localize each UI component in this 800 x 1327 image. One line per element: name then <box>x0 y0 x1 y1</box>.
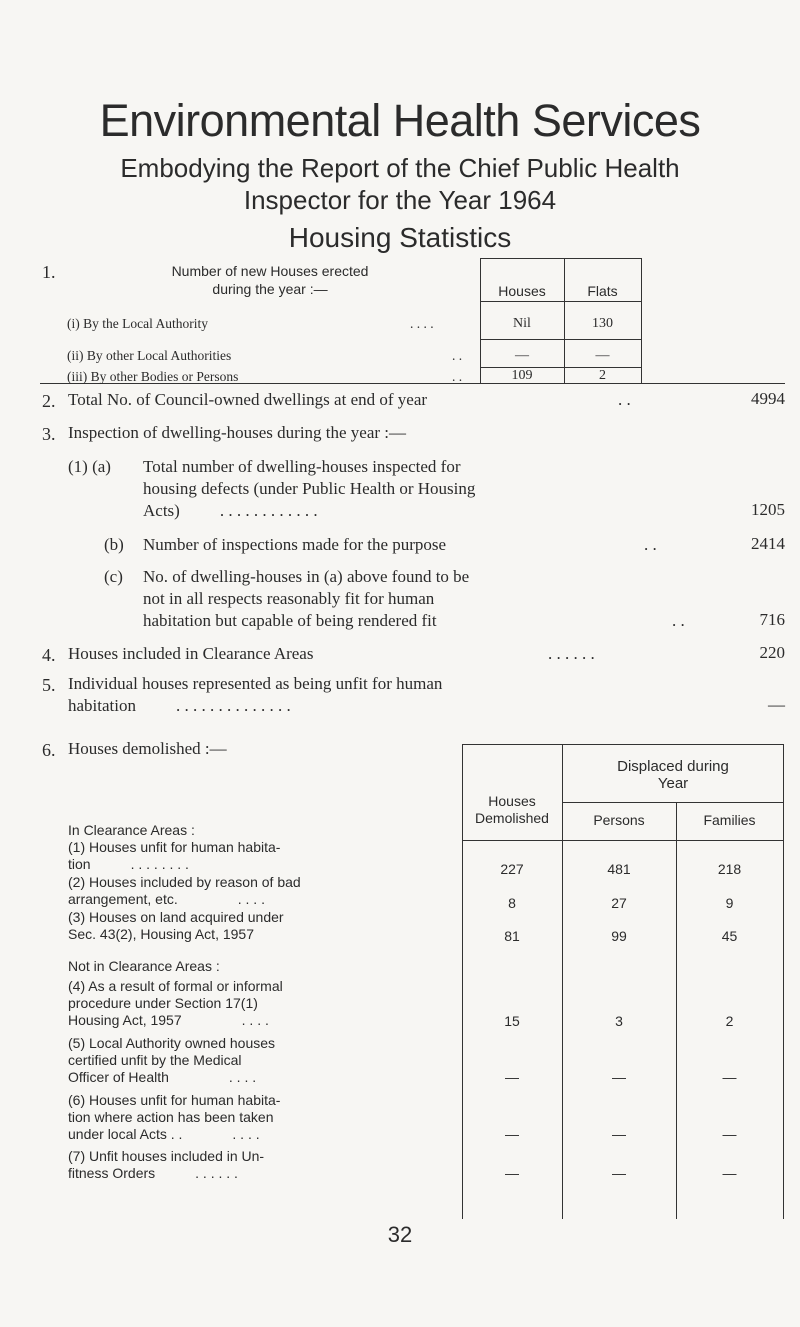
item-3a-line-1: Total number of dwelling-houses inspected for <box>143 457 461 476</box>
item-3c-line-1: No. of dwelling-houses in (a) above found to be <box>143 567 470 586</box>
item-6-row-2-line-2-text: arrangement, etc. <box>68 891 178 907</box>
item-6-row-2-line-2 <box>68 891 301 908</box>
item-6-row-2-persons: 27 <box>611 895 627 911</box>
item-3b-dots: . . <box>644 535 657 554</box>
section-title: Housing Statistics <box>288 222 512 253</box>
item-3b-value: 2414 <box>751 534 785 553</box>
item-6-row-5-line-3 <box>68 1069 275 1086</box>
item-1-row-1-label: (i) By the Local Authority <box>67 316 208 331</box>
item-3c-dots: . . <box>672 611 685 630</box>
item-1-row-1-flats: 130 <box>592 316 613 331</box>
item-5-text <box>68 673 442 717</box>
clearance-areas-heading: In Clearance Areas : <box>68 822 195 838</box>
table-1-row-rule-1 <box>480 339 642 340</box>
item-2-number: 2. <box>42 391 56 411</box>
item-6-row-3-houses: 81 <box>504 928 520 944</box>
item-6-row-7-dots: . . . . . . <box>195 1165 238 1181</box>
col-houses-demolished-header <box>462 793 562 827</box>
item-1-heading-line-2: during the year :— <box>212 281 328 297</box>
item-1-row-3-label: (iii) By other Bodies or Persons <box>67 369 239 384</box>
page-number: 32 <box>387 1222 413 1247</box>
item-3a-value: 1205 <box>751 500 785 519</box>
item-4-dots: . . . . . . <box>548 644 595 663</box>
col-flats-header: Flats <box>587 283 618 299</box>
item-6-row-4-persons: 3 <box>615 1013 623 1029</box>
item-6-row-5-line-2: certified unfit by the Medical <box>68 1052 242 1068</box>
table-6-right-border <box>783 744 784 1219</box>
col-displaced-line-2: Year <box>657 775 689 792</box>
subtitle-line-1: Embodying the Report of the Chief Public Health <box>120 153 680 183</box>
item-1-row-2-flats: — <box>595 348 610 363</box>
col-families-header: Families <box>703 812 756 828</box>
item-3b-label: (b) <box>104 535 124 554</box>
item-6-row-1-line-1: (1) Houses unfit for human habita- <box>68 839 281 855</box>
item-6-row-3-label <box>68 909 284 943</box>
item-5-line-1: Individual houses represented as being unfit for human <box>68 674 443 693</box>
item-6-row-5-houses: — <box>505 1069 519 1085</box>
item-1-row-3-houses: 109 <box>511 368 533 383</box>
item-6-row-4-houses: 15 <box>504 1013 520 1029</box>
page-title: Environmental Health Services <box>99 95 701 146</box>
item-6-row-6-line-3 <box>68 1126 280 1143</box>
item-6-text: Houses demolished :— <box>68 739 227 758</box>
item-3a-line-3-text: Acts) <box>143 501 180 520</box>
item-3c-text <box>143 566 469 632</box>
col-houses-demolished-line-2: Demolished <box>475 810 549 826</box>
item-2-dots: . . <box>618 390 631 409</box>
table-6-subheader-rule <box>562 802 784 803</box>
item-2-text: Total No. of Council-owned dwellings at end of year <box>68 390 428 409</box>
item-3c-line-3: habitation but capable of being rendered fit <box>143 611 437 630</box>
item-6-row-4-line-3 <box>68 1012 283 1029</box>
item-6-row-1-families: 218 <box>717 861 742 877</box>
item-3a-text <box>143 456 475 522</box>
item-4-value: 220 <box>759 643 785 662</box>
item-6-row-5-persons: — <box>612 1069 626 1085</box>
item-6-row-7-line-2 <box>68 1165 264 1182</box>
item-6-row-2-dots: . . . . <box>237 891 265 907</box>
item-6-row-1-dots: . . . . . . . . <box>130 856 189 872</box>
item-1-row-3-flats: 2 <box>599 368 606 383</box>
item-6-row-6-line-1: (6) Houses unfit for human habita- <box>68 1092 281 1108</box>
item-6-row-4-dots: . . . . <box>241 1012 269 1028</box>
item-6-row-2-label <box>68 874 301 908</box>
item-6-row-1-line-2-text: tion <box>68 856 91 872</box>
item-6-row-2-families: 9 <box>725 895 734 911</box>
item-3b-text: Number of inspections made for the purpose <box>143 535 447 554</box>
item-3-number: 3. <box>42 424 56 444</box>
item-1-row-3-dots: . . <box>452 369 463 384</box>
report-subtitle <box>0 152 800 216</box>
item-4-number: 4. <box>42 645 56 665</box>
col-displaced-header <box>562 758 784 792</box>
item-6-row-6-line-2: tion where action has been taken <box>68 1109 274 1125</box>
item-6-row-5-families: — <box>722 1069 737 1085</box>
item-6-row-3-line-1: (3) Houses on land acquired under <box>68 909 284 925</box>
item-6-row-2-line-1: (2) Houses included by reason of bad <box>68 874 301 890</box>
item-6-row-6-dots: . . . . <box>232 1126 260 1142</box>
item-6-row-4-families: 2 <box>725 1013 734 1029</box>
table-1-header-rule <box>480 301 642 302</box>
item-5-line-2 <box>68 695 442 717</box>
item-1-row-2-houses: — <box>515 348 529 363</box>
item-6-row-5-label <box>68 1035 275 1086</box>
item-6-row-1-persons: 481 <box>607 861 631 877</box>
item-2-value: 4994 <box>751 389 785 408</box>
col-houses-demolished-line-1: Houses <box>488 793 536 809</box>
table-6-top-border <box>462 744 784 745</box>
item-1-row-1-houses: Nil <box>513 316 531 331</box>
table-1-right-border <box>641 258 642 384</box>
item-3a-line-3 <box>143 500 475 522</box>
item-3a-label: (1) (a) <box>68 457 111 476</box>
item-6-row-3-line-2: Sec. 43(2), Housing Act, 1957 <box>68 926 254 942</box>
item-6-row-6-persons: — <box>612 1126 626 1142</box>
item-3c-line-2: not in all respects reasonably fit for human <box>143 589 435 608</box>
item-1-heading-line-1: Number of new Houses erected <box>171 263 369 279</box>
item-1-row-2-label: (ii) By other Local Authorities <box>67 348 232 363</box>
item-6-row-6-label <box>68 1092 280 1143</box>
table-1-top-border <box>480 258 642 259</box>
item-6-row-6-families: — <box>722 1126 737 1142</box>
item-6-row-7-houses: — <box>505 1165 519 1181</box>
item-6-row-3-persons: 99 <box>611 928 627 944</box>
item-6-row-7-line-2-text: fitness Orders <box>68 1165 156 1181</box>
item-6-row-7-line-1: (7) Unfit houses included in Un- <box>68 1148 265 1164</box>
col-houses-header: Houses <box>498 283 546 299</box>
item-6-row-7-label <box>68 1148 264 1182</box>
item-6-row-7-persons: — <box>612 1165 626 1181</box>
item-6-number: 6. <box>42 740 56 760</box>
item-5-line-2-text: habitation <box>68 696 136 715</box>
item-1-heading <box>70 262 470 298</box>
subtitle-line-2: Inspector for the Year 1964 <box>243 185 557 215</box>
item-6-row-2-houses: 8 <box>508 895 516 911</box>
item-6-row-6-houses: — <box>505 1126 519 1142</box>
item-5-dots: . . . . . . . . . . . . . . <box>175 696 291 715</box>
item-6-row-5-line-3-text: Officer of Health <box>68 1069 169 1085</box>
item-5-value: — <box>768 695 785 714</box>
item-6-row-4-line-1: (4) As a result of formal or informal <box>68 978 283 994</box>
item-3-text: Inspection of dwelling-houses during the year :— <box>68 423 407 442</box>
item-6-row-5-line-1: (5) Local Authority owned houses <box>68 1035 276 1051</box>
item-3c-value: 716 <box>759 610 785 629</box>
item-6-row-4-line-3-text: Housing Act, 1957 <box>68 1012 182 1028</box>
col-persons-header: Persons <box>593 812 645 828</box>
item-4-text: Houses included in Clearance Areas <box>68 644 314 663</box>
item-6-row-3-families: 45 <box>721 928 738 944</box>
item-6-row-1-line-2 <box>68 856 280 873</box>
col-displaced-line-1: Displaced during <box>617 758 729 775</box>
item-6-row-4-label <box>68 978 283 1029</box>
item-6-row-4-line-2: procedure under Section 17(1) <box>68 995 258 1011</box>
item-6-row-1-houses: 227 <box>500 861 524 877</box>
item-6-row-7-families: — <box>722 1165 737 1181</box>
item-1-number: 1. <box>42 262 56 282</box>
item-1-row-1-dots: . . . . <box>410 316 434 331</box>
item-3c-label: (c) <box>104 567 123 586</box>
table-6-header-rule <box>462 840 784 841</box>
item-3a-line-2: housing defects (under Public Health or Housing <box>143 479 476 498</box>
item-3a-dots: . . . . . . . . . . . . <box>219 501 318 520</box>
item-5-number: 5. <box>42 675 56 695</box>
item-6-row-1-label <box>68 839 280 873</box>
not-clearance-areas-heading: Not in Clearance Areas : <box>68 958 220 974</box>
item-6-row-6-line-3-text: under local Acts . . <box>68 1126 183 1142</box>
item-6-row-5-dots: . . . . <box>228 1069 257 1085</box>
item-1-row-2-dots: . . <box>452 348 463 363</box>
